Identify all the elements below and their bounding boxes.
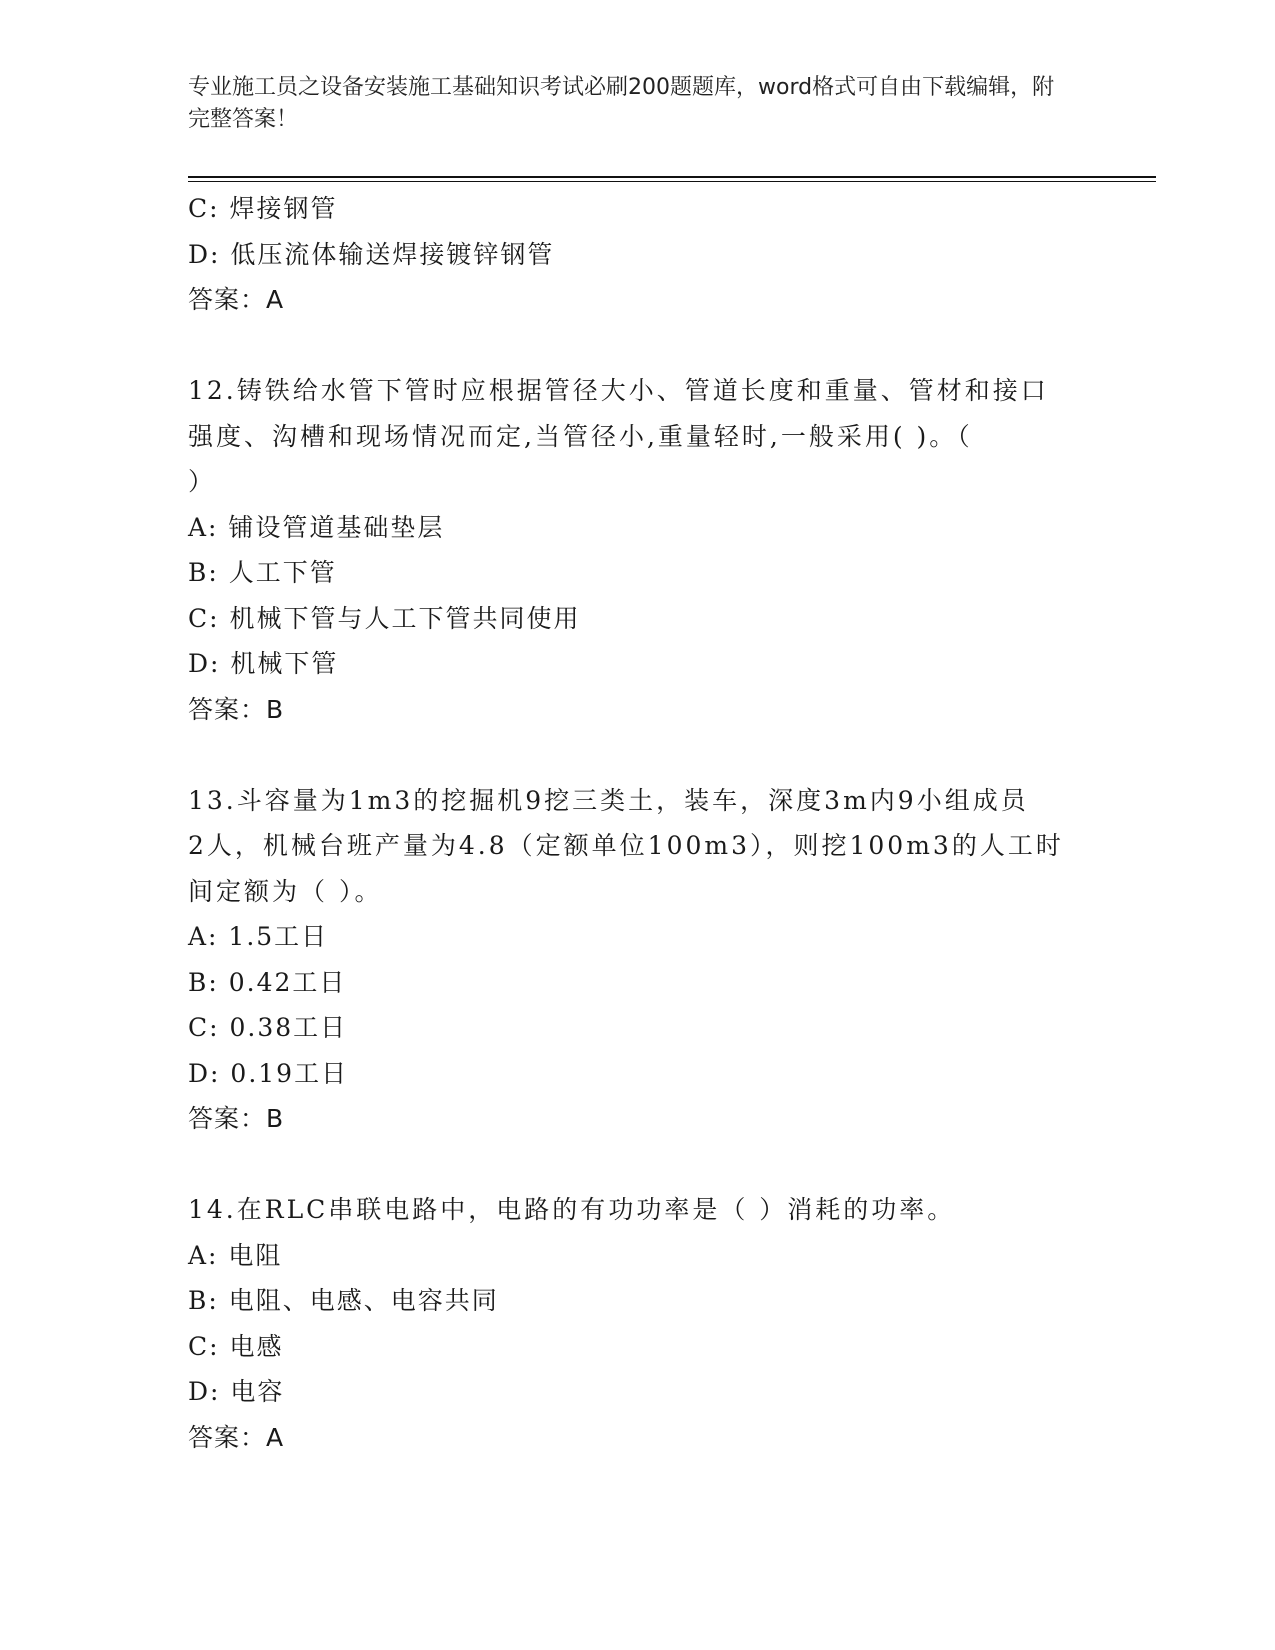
option-line: C: 机械下管与人工下管共同使用 (188, 603, 581, 633)
question-stem-line: ） (188, 467, 217, 496)
option-line: D: 0.19工日 (188, 1058, 349, 1088)
header-divider-thin (188, 181, 1156, 182)
option-line: B: 电阻、电感、电容共同 (188, 1286, 499, 1315)
page-header: 专业施工员之设备安装施工基础知识考试必刷200题题库，word格式可自由下载编辑，附完整答案！ (188, 75, 1055, 132)
option-line: A: 电阻 (188, 1240, 283, 1270)
paragraph-gap (188, 732, 1068, 778)
option-line: D: 机械下管 (188, 649, 339, 678)
option-line: C: 0.38工日 (188, 1013, 348, 1042)
option-line: A: 铺设管道基础垫层 (188, 512, 445, 542)
option-line: B: 人工下管 (188, 558, 337, 587)
question-stem-line: 14.在RLC串联电路中，电路的有功功率是（ ）消耗的功率。 (188, 1195, 956, 1224)
option-line: A: 1.5工日 (188, 922, 329, 951)
paragraph-gap (188, 323, 1068, 369)
question-stem-line: 间定额为（ ）。 (188, 876, 383, 906)
option-line: C: 电感 (188, 1331, 284, 1361)
question-stem-line: 12.铸铁给水管下管时应根据管径大小、管道长度和重量、管材和接口 (188, 376, 1049, 405)
header-divider-thick (188, 176, 1156, 178)
answer-line: 答案：B (188, 1104, 285, 1133)
question-stem-line: 强度、沟槽和现场情况而定,当管径小,重量轻时,一般采用( )。（ (188, 421, 973, 451)
answer-line: 答案：A (188, 1422, 285, 1452)
option-line: D: 低压流体输送焊接镀锌钢管 (188, 239, 555, 269)
option-line: C: 焊接钢管 (188, 194, 338, 223)
question-stem-line: 13.斗容量为1m3的挖掘机9挖三类土，装车，深度3m内9小组成员 (188, 785, 1029, 815)
paragraph-gap (188, 1142, 1068, 1188)
option-line: B: 0.42工日 (188, 967, 347, 997)
answer-line: 答案：A (188, 285, 285, 314)
question-stem-line: 2人，机械台班产量为4.8（定额单位100m3），则挖100m3的人工时 (188, 831, 1064, 860)
option-line: D: 电容 (188, 1377, 285, 1406)
answer-line: 答案：B (188, 694, 285, 724)
question-content (188, 186, 1068, 1460)
